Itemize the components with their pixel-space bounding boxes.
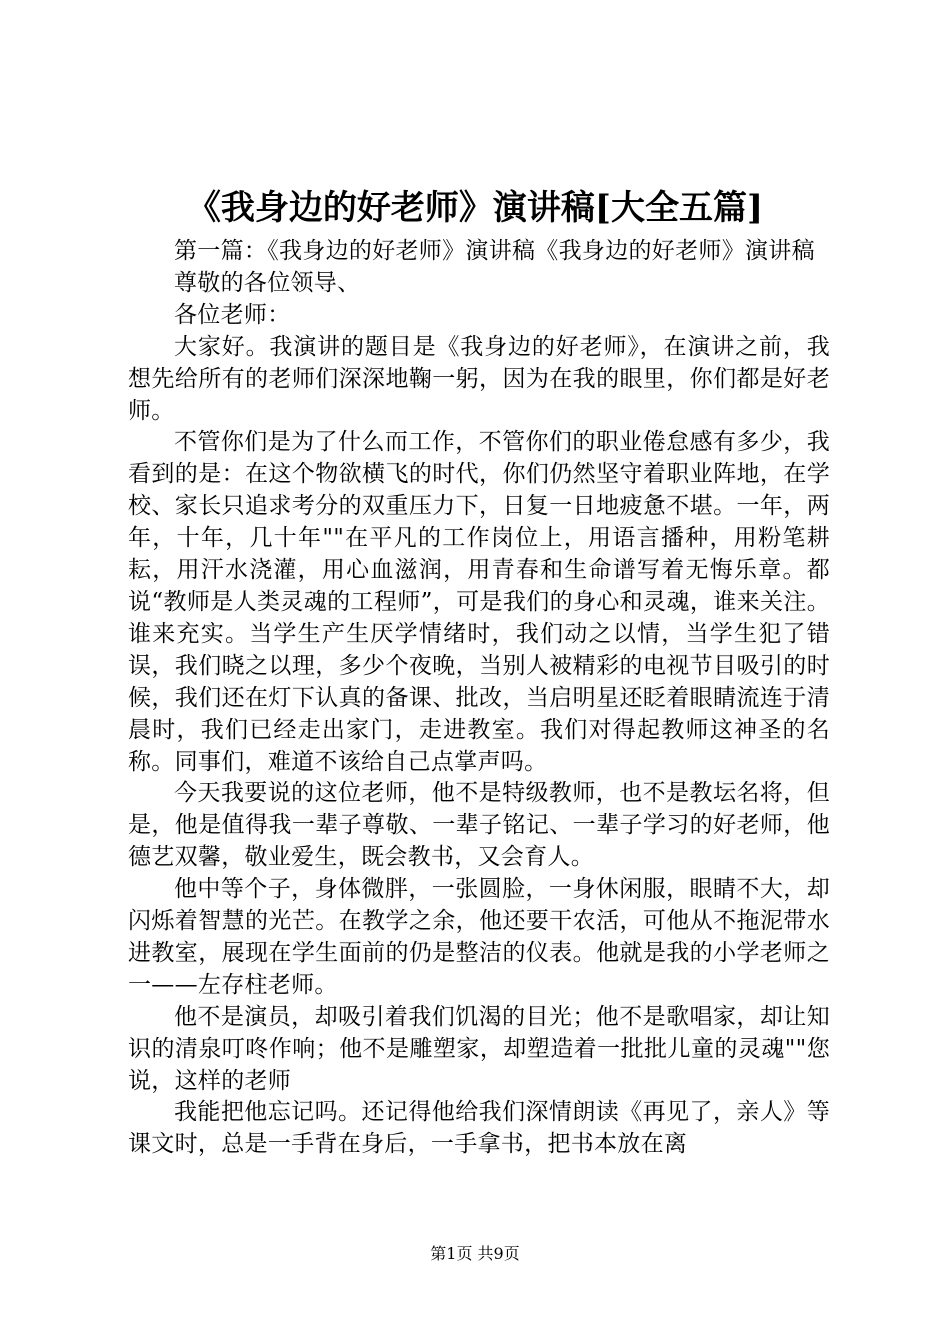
paragraph: 今天我要说的这位老师，他不是特级教师，也不是教坛名将，但是，他是值得我一辈子尊敬、一辈子铭记、一辈子学习的好老师，他德艺双馨，敬业爱生，既会教书，又会育人。 bbox=[128, 780, 830, 871]
paragraph: 各位老师： bbox=[174, 301, 291, 328]
paragraph: 不管你们是为了什么而工作，不管你们的职业倦怠感有多少，我看到的是：在这个物欲横飞的时代，你们仍然坚守着职业阵地，在学校、家长只追求考分的双重压力下，日复一日地疲惫不堪。一年，两年，十年，几十年""在平凡的工作岗位上，用语言播种，用粉笔耕耘，用汗水浇灌，用心血滋润，用青春和生命谱写着无悔乐章。都说“教师是人类灵魂的工程师”，可是我们的身心和灵魂，谁来关注。谁来充实。当学生产生厌学情绪时，我们动之以情，当学生犯了错误，我们晓之以理，多少个夜晚，当别人被精彩的电视节目吸引的时候，我们还在灯下认真的备课、批改，当启明星还眨着眼睛流连于清晨时，我们已经走出家门，走进教室。我们对得起教师这神圣的名称。同事们，难道不该给自己点掌声吗。 bbox=[128, 429, 830, 775]
paragraph: 他中等个子，身体微胖，一张圆脸，一身休闲服，眼睛不大，却闪烁着智慧的光芒。在教学之余，他还要干农活，可他从不拖泥带水进教室，展现在学生面前的仍是整洁的仪表。他就是我的小学老师之一——左存柱老师。 bbox=[128, 876, 830, 998]
paragraph: 大家好。我演讲的题目是《我身边的好老师》，在演讲之前，我想先给所有的老师们深深地鞠一躬，因为在我的眼里，你们都是好老师。 bbox=[128, 333, 830, 424]
paragraph: 尊敬的各位领导、 bbox=[174, 269, 361, 296]
paragraph: 第一篇：《我身边的好老师》演讲稿《我身边的好老师》演讲稿 bbox=[174, 238, 815, 264]
document-body bbox=[128, 236, 830, 1161]
paragraph: 他不是演员，却吸引着我们饥渴的目光；他不是歌唱家，却让知识的清泉叮咚作响；他不是雕塑家，却塑造着一批批儿童的灵魂""您说，这样的老师 bbox=[128, 1003, 830, 1094]
paragraph: 我能把他忘记吗。还记得他给我们深情朗读《再见了，亲人》等课文时，总是一手背在身后，一手拿书，把书本放在离 bbox=[128, 1099, 830, 1158]
page-number-footer: 第1页 共9页 bbox=[430, 1244, 520, 1263]
document-title: 《我身边的好老师》演讲稿[大全五篇] bbox=[186, 188, 764, 228]
